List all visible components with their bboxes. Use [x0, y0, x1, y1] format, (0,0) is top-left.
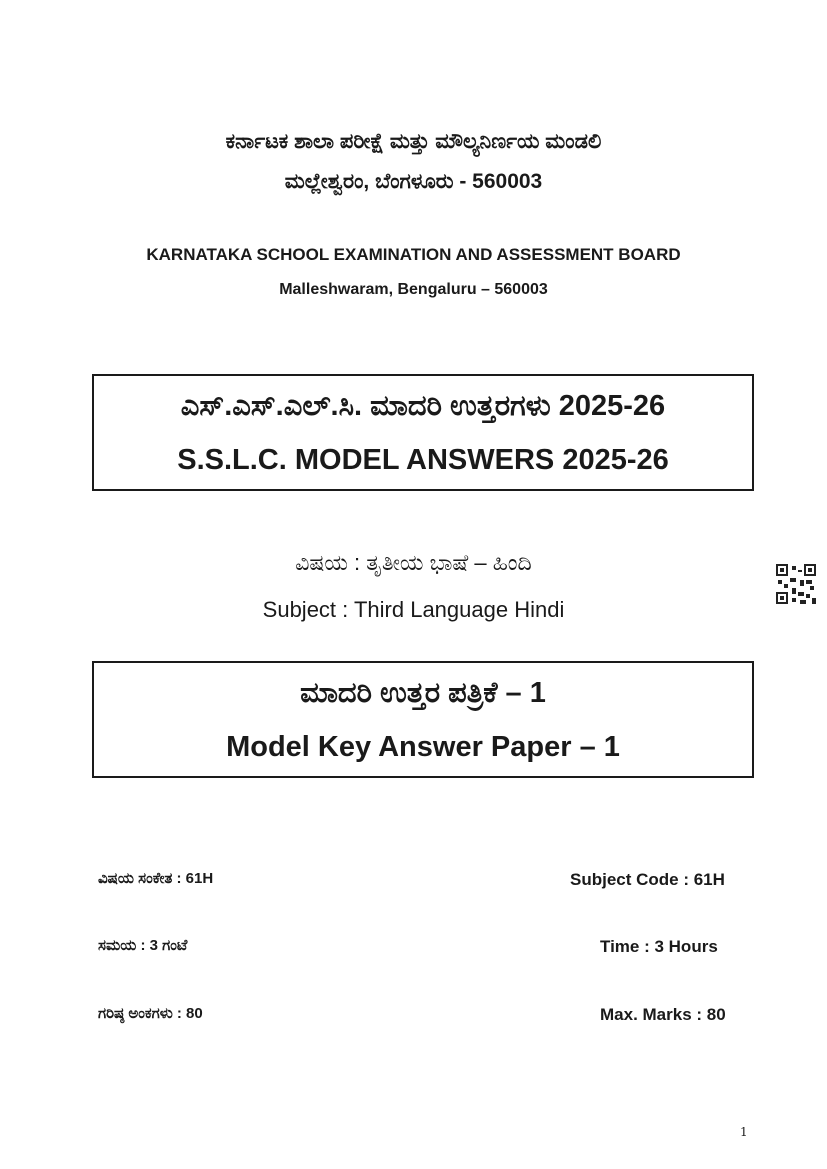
subject-code-kannada: ವಿಷಯ ಸಂಕೇತ : 61H [98, 870, 214, 887]
paper-title-kannada: ಮಾದರಿ ಉತ್ತರ ಪತ್ರಿಕೆ – 1 [300, 677, 546, 709]
subject-english: Subject : Third Language Hindi [262, 597, 565, 622]
time-english: Time : 3 Hours [600, 937, 718, 956]
qr-code-icon [776, 564, 816, 604]
subject-code-english: Subject Code : 61H [570, 870, 725, 889]
max-marks-english: Max. Marks : 80 [600, 1005, 726, 1024]
paper-box [92, 661, 754, 778]
max-marks-kannada: ಗರಿಷ್ಠ ಅಂಕಗಳು : 80 [98, 1005, 203, 1022]
time-kannada: ಸಮಯ : 3 ಗಂಟೆ [98, 937, 188, 954]
board-name-english: KARNATAKA SCHOOL EXAMINATION AND ASSESSMENT BOARD [146, 245, 681, 264]
title-kannada: ಎಸ್.ಎಸ್.ಎಲ್.ಸಿ. ಮಾದರಿ ಉತ್ತರಗಳು 2025-26 [180, 390, 666, 422]
board-address-kannada: ಮಲ್ಲೇಶ್ವರಂ, ಬೆಂಗಳೂರು - 560003 [284, 170, 543, 193]
board-name-kannada: ಕರ್ನಾಟಕ ಶಾಲಾ ಪರೀಕ್ಷೆ ಮತ್ತು ಮೌಲ್ಯನಿರ್ಣಯ ಮಂಡಲಿ [225, 130, 602, 153]
board-address-english: Malleshwaram, Bengaluru – 560003 [279, 281, 548, 298]
paper-title-english: Model Key Answer Paper – 1 [226, 731, 620, 763]
page-number: 1 [740, 1125, 748, 1139]
title-english: S.S.L.C. MODEL ANSWERS 2025-26 [177, 444, 669, 476]
subject-kannada: ವಿಷಯ : ತೃತೀಯ ಭಾಷೆ – ಹಿಂದಿ [295, 550, 532, 575]
title-box [92, 374, 754, 491]
